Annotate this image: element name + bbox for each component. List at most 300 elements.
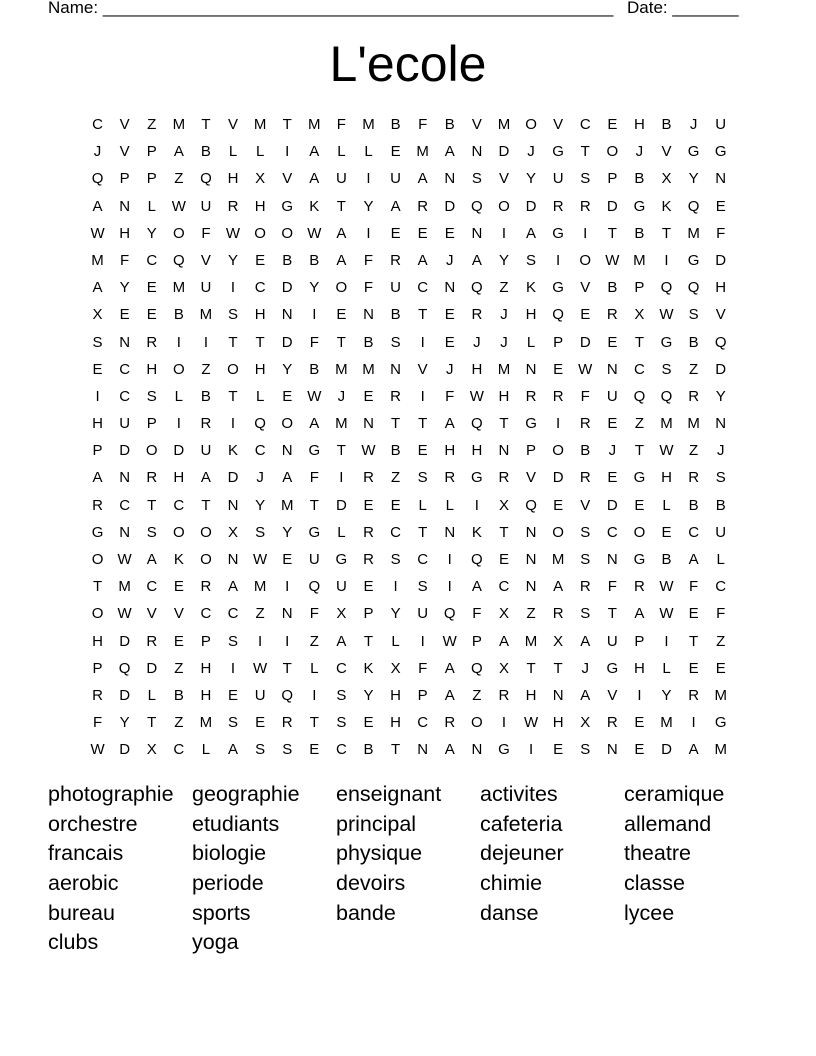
grid-letter[interactable]: O	[200, 523, 212, 541]
grid-letter[interactable]: R	[498, 469, 510, 487]
grid-letter[interactable]: I	[285, 578, 290, 596]
grid-letter[interactable]: W	[171, 197, 186, 215]
grid-letter[interactable]: G	[308, 442, 321, 460]
grid-letter[interactable]: X	[390, 659, 401, 677]
grid-letter[interactable]: G	[606, 659, 619, 677]
grid-letter[interactable]: C	[146, 578, 158, 596]
grid-letter[interactable]: L	[201, 741, 211, 759]
grid-letter[interactable]: L	[716, 551, 725, 568]
grid-letter[interactable]: D	[444, 197, 456, 215]
grid-letter[interactable]: H	[525, 686, 537, 704]
grid-letter[interactable]: Q	[714, 333, 727, 351]
grid-letter[interactable]: H	[471, 442, 483, 460]
grid-letter[interactable]: A	[309, 415, 320, 433]
grid-letter[interactable]: S	[417, 469, 428, 487]
grid-letter[interactable]: I	[230, 659, 236, 677]
grid-letter[interactable]: O	[91, 605, 104, 623]
grid-letter[interactable]: L	[445, 496, 454, 514]
grid-letter[interactable]: R	[200, 415, 212, 433]
grid-letter[interactable]: T	[553, 659, 563, 677]
grid-letter[interactable]: E	[228, 686, 239, 704]
grid-letter[interactable]: B	[282, 251, 293, 269]
grid-letter[interactable]: L	[147, 197, 156, 215]
grid-letter[interactable]: O	[525, 116, 537, 133]
grid-letter[interactable]: A	[688, 551, 699, 568]
grid-letter[interactable]: X	[553, 632, 564, 650]
grid-letter[interactable]: E	[390, 143, 401, 161]
grid-letter[interactable]: D	[715, 251, 727, 269]
grid-letter[interactable]: R	[281, 714, 293, 732]
grid-letter[interactable]: W	[307, 387, 322, 405]
grid-letter[interactable]: Y	[309, 279, 320, 297]
grid-letter[interactable]: T	[390, 415, 401, 433]
grid-letter[interactable]: S	[92, 333, 103, 351]
grid-letter[interactable]: J	[500, 333, 508, 351]
grid-letter[interactable]: S	[580, 170, 591, 188]
grid-letter[interactable]: R	[606, 306, 618, 324]
grid-letter[interactable]: E	[688, 659, 699, 677]
grid-letter[interactable]: H	[525, 306, 537, 324]
grid-letter[interactable]: E	[92, 360, 103, 378]
grid-letter[interactable]: F	[689, 578, 699, 596]
grid-letter[interactable]: E	[553, 360, 564, 378]
grid-letter[interactable]: I	[366, 170, 371, 188]
grid-letter[interactable]: U	[200, 442, 212, 460]
grid-letter[interactable]: G	[552, 224, 564, 242]
grid-letter[interactable]: M	[172, 279, 186, 297]
grid-letter[interactable]: Y	[282, 360, 293, 378]
grid-letter[interactable]: T	[147, 496, 157, 514]
grid-letter[interactable]: S	[580, 605, 591, 623]
grid-letter[interactable]: R	[634, 578, 645, 596]
grid-letter[interactable]: V	[228, 116, 239, 133]
grid-letter[interactable]: E	[309, 741, 320, 759]
grid-letter[interactable]: L	[418, 496, 427, 514]
grid-letter[interactable]: E	[119, 306, 130, 324]
grid-letter[interactable]: O	[579, 251, 592, 269]
grid-letter[interactable]: P	[634, 632, 645, 650]
grid-letter[interactable]: N	[227, 551, 239, 568]
grid-letter[interactable]: I	[203, 333, 208, 351]
grid-letter[interactable]: C	[606, 523, 618, 541]
grid-letter[interactable]: M	[714, 741, 727, 759]
grid-letter[interactable]: P	[363, 605, 374, 623]
grid-letter[interactable]: A	[688, 741, 699, 759]
grid-letter[interactable]: B	[661, 551, 672, 568]
grid-letter[interactable]: S	[255, 523, 266, 541]
grid-letter[interactable]: H	[634, 659, 645, 677]
grid-letter[interactable]: H	[715, 279, 727, 297]
grid-letter[interactable]: V	[661, 143, 672, 161]
grid-letter[interactable]: D	[579, 333, 591, 351]
grid-letter[interactable]: R	[525, 387, 537, 405]
grid-letter[interactable]: W	[659, 578, 674, 596]
grid-letter[interactable]: O	[335, 279, 348, 297]
grid-letter[interactable]: U	[417, 605, 429, 623]
grid-letter[interactable]: A	[580, 686, 591, 704]
grid-letter[interactable]: W	[605, 251, 620, 269]
grid-letter[interactable]: A	[228, 741, 239, 759]
grid-letter[interactable]: C	[200, 605, 212, 623]
grid-letter[interactable]: G	[687, 251, 700, 269]
grid-letter[interactable]: D	[606, 197, 618, 215]
grid-letter[interactable]: C	[119, 360, 131, 378]
grid-letter[interactable]: E	[363, 578, 374, 596]
grid-letter[interactable]: S	[336, 714, 347, 732]
grid-letter[interactable]: Y	[526, 170, 537, 188]
grid-letter[interactable]: N	[363, 415, 374, 433]
grid-letter[interactable]: Q	[471, 659, 483, 677]
grid-letter[interactable]: O	[606, 143, 619, 161]
grid-letter[interactable]: H	[390, 714, 401, 732]
grid-letter[interactable]: T	[607, 224, 617, 242]
grid-letter[interactable]: R	[471, 306, 483, 324]
grid-letter[interactable]: P	[200, 632, 211, 650]
grid-letter[interactable]: F	[92, 714, 103, 732]
grid-letter[interactable]: C	[146, 251, 158, 269]
grid-letter[interactable]: J	[608, 442, 617, 460]
grid-letter[interactable]: I	[664, 632, 669, 650]
grid-letter[interactable]: B	[688, 333, 699, 351]
grid-letter[interactable]: C	[227, 605, 239, 623]
grid-letter[interactable]: R	[498, 686, 510, 704]
grid-letter[interactable]: Q	[471, 551, 483, 568]
grid-letter[interactable]: I	[230, 279, 236, 297]
grid-letter[interactable]: N	[119, 197, 131, 215]
grid-letter[interactable]: N	[363, 306, 374, 324]
grid-letter[interactable]: D	[606, 496, 618, 514]
grid-letter[interactable]: R	[146, 469, 158, 487]
grid-letter[interactable]: S	[282, 741, 293, 759]
grid-letter[interactable]: C	[417, 551, 429, 568]
grid-letter[interactable]: U	[200, 279, 212, 297]
grid-letter[interactable]: I	[176, 415, 181, 433]
grid-letter[interactable]: A	[444, 686, 455, 704]
grid-letter[interactable]: T	[390, 741, 401, 759]
grid-letter[interactable]: L	[310, 659, 319, 677]
grid-letter[interactable]: I	[420, 387, 425, 405]
grid-letter[interactable]: H	[552, 714, 564, 732]
grid-letter[interactable]: Q	[471, 415, 483, 433]
grid-letter[interactable]: O	[227, 360, 239, 378]
grid-letter[interactable]: Y	[255, 496, 266, 514]
grid-letter[interactable]: T	[661, 224, 672, 242]
grid-letter[interactable]: V	[282, 170, 293, 188]
grid-letter[interactable]: I	[691, 714, 696, 732]
grid-letter[interactable]: U	[335, 578, 347, 596]
grid-letter[interactable]: E	[607, 116, 618, 133]
grid-letter[interactable]: Z	[689, 442, 699, 460]
grid-letter[interactable]: S	[580, 523, 591, 541]
grid-letter[interactable]: R	[579, 578, 591, 596]
grid-letter[interactable]: O	[552, 523, 564, 541]
grid-letter[interactable]: A	[336, 632, 347, 650]
grid-letter[interactable]: R	[417, 197, 429, 215]
grid-letter[interactable]: P	[146, 143, 157, 161]
grid-letter[interactable]: W	[253, 551, 268, 568]
grid-letter[interactable]: L	[255, 387, 265, 405]
grid-letter[interactable]: B	[661, 116, 672, 133]
grid-letter[interactable]: A	[498, 632, 509, 650]
grid-letter[interactable]: B	[580, 442, 591, 460]
grid-letter[interactable]: M	[714, 686, 727, 704]
grid-letter[interactable]: D	[119, 442, 131, 460]
grid-letter[interactable]: T	[634, 442, 644, 460]
grid-letter[interactable]: D	[227, 469, 239, 487]
grid-letter[interactable]: U	[390, 279, 401, 297]
grid-letter[interactable]: Z	[201, 360, 211, 378]
grid-letter[interactable]: E	[444, 224, 455, 242]
grid-letter[interactable]: M	[308, 116, 321, 133]
grid-letter[interactable]: I	[637, 686, 642, 704]
grid-letter[interactable]: M	[497, 116, 511, 133]
grid-letter[interactable]: C	[579, 116, 591, 133]
grid-letter[interactable]: L	[526, 333, 536, 351]
grid-letter[interactable]: M	[362, 360, 375, 378]
grid-letter[interactable]: S	[526, 251, 537, 269]
grid-letter[interactable]: S	[688, 306, 699, 324]
grid-letter[interactable]: E	[282, 551, 293, 568]
grid-letter[interactable]: R	[552, 605, 564, 623]
grid-letter[interactable]: Y	[282, 523, 293, 541]
grid-letter[interactable]: S	[146, 523, 157, 541]
grid-letter[interactable]: M	[172, 116, 186, 133]
grid-letter[interactable]: Y	[228, 251, 239, 269]
grid-letter[interactable]: T	[363, 632, 374, 650]
grid-letter[interactable]: M	[660, 415, 673, 433]
grid-letter[interactable]: E	[444, 333, 455, 351]
grid-letter[interactable]: A	[309, 170, 320, 188]
grid-letter[interactable]: V	[553, 116, 564, 133]
grid-letter[interactable]: J	[635, 143, 644, 161]
grid-letter[interactable]: T	[607, 605, 617, 623]
grid-letter[interactable]: I	[664, 251, 669, 269]
grid-letter[interactable]: I	[420, 333, 425, 351]
grid-letter[interactable]: X	[498, 659, 509, 677]
grid-letter[interactable]: C	[417, 279, 429, 297]
grid-letter[interactable]: A	[471, 251, 482, 269]
grid-letter[interactable]: V	[173, 605, 184, 623]
grid-letter[interactable]: O	[633, 523, 646, 541]
grid-letter[interactable]: C	[119, 496, 131, 514]
grid-letter[interactable]: J	[93, 143, 102, 161]
grid-letter[interactable]: A	[336, 251, 347, 269]
grid-letter[interactable]: I	[420, 632, 425, 650]
grid-letter[interactable]: W	[442, 632, 457, 650]
grid-letter[interactable]: Y	[119, 714, 130, 732]
grid-letter[interactable]: V	[580, 496, 591, 514]
grid-letter[interactable]: Y	[390, 605, 401, 623]
grid-letter[interactable]: M	[253, 578, 267, 596]
grid-letter[interactable]: E	[363, 387, 374, 405]
grid-letter[interactable]: T	[201, 496, 211, 514]
grid-letter[interactable]: N	[119, 469, 131, 487]
grid-letter[interactable]: M	[199, 306, 213, 324]
grid-letter[interactable]: N	[525, 360, 537, 378]
grid-letter[interactable]: S	[390, 333, 401, 351]
grid-letter[interactable]: J	[256, 469, 264, 487]
grid-letter[interactable]: R	[688, 387, 700, 405]
grid-letter[interactable]: W	[225, 224, 241, 242]
grid-letter[interactable]: N	[471, 741, 483, 759]
grid-letter[interactable]: B	[200, 143, 211, 161]
grid-letter[interactable]: C	[688, 523, 700, 541]
grid-letter[interactable]: T	[255, 333, 265, 351]
grid-letter[interactable]: I	[447, 551, 452, 568]
grid-letter[interactable]: H	[254, 197, 266, 215]
grid-letter[interactable]: L	[174, 387, 183, 405]
grid-letter[interactable]: N	[715, 415, 727, 433]
grid-letter[interactable]: J	[473, 333, 481, 351]
grid-letter[interactable]: T	[418, 523, 428, 541]
grid-letter[interactable]: I	[501, 224, 507, 242]
grid-letter[interactable]: B	[390, 306, 401, 324]
grid-letter[interactable]: E	[607, 415, 618, 433]
grid-letter[interactable]: A	[417, 170, 428, 188]
grid-letter[interactable]: M	[524, 632, 538, 650]
grid-letter[interactable]: X	[92, 306, 103, 324]
grid-letter[interactable]: L	[255, 143, 265, 161]
grid-letter[interactable]: E	[661, 523, 672, 541]
grid-letter[interactable]: D	[335, 496, 347, 514]
grid-letter[interactable]: Z	[174, 714, 184, 732]
grid-letter[interactable]: U	[200, 197, 212, 215]
grid-letter[interactable]: E	[607, 469, 618, 487]
grid-letter[interactable]: W	[307, 224, 322, 242]
grid-letter[interactable]: Z	[472, 686, 482, 704]
grid-letter[interactable]: Y	[363, 686, 374, 704]
grid-letter[interactable]: N	[525, 578, 537, 596]
grid-letter[interactable]: O	[281, 224, 294, 242]
grid-letter[interactable]: I	[447, 578, 452, 596]
grid-letter[interactable]: P	[526, 442, 537, 460]
grid-letter[interactable]: O	[471, 714, 483, 732]
grid-letter[interactable]: T	[580, 143, 590, 161]
grid-letter[interactable]: V	[498, 170, 509, 188]
grid-letter[interactable]: M	[416, 143, 429, 161]
grid-letter[interactable]: M	[633, 251, 646, 269]
grid-letter[interactable]: U	[308, 551, 320, 568]
grid-letter[interactable]: I	[474, 496, 479, 514]
grid-letter[interactable]: O	[498, 197, 510, 215]
grid-letter[interactable]: A	[173, 143, 184, 161]
grid-letter[interactable]: B	[688, 496, 699, 514]
grid-letter[interactable]: G	[525, 415, 537, 433]
grid-letter[interactable]: H	[146, 360, 158, 378]
grid-letter[interactable]: Q	[172, 251, 185, 269]
grid-letter[interactable]: I	[556, 415, 561, 433]
grid-letter[interactable]: Y	[715, 387, 726, 405]
grid-letter[interactable]: S	[580, 741, 591, 759]
grid-letter[interactable]: A	[200, 469, 211, 487]
grid-letter[interactable]: W	[90, 741, 105, 759]
grid-letter[interactable]: H	[200, 659, 212, 677]
grid-letter[interactable]: Q	[443, 605, 456, 623]
grid-letter[interactable]: V	[119, 116, 130, 133]
grid-letter[interactable]: E	[498, 551, 509, 568]
grid-letter[interactable]: R	[363, 469, 374, 487]
grid-letter[interactable]: Q	[471, 197, 483, 215]
grid-letter[interactable]: D	[173, 442, 185, 460]
grid-letter[interactable]: D	[552, 469, 564, 487]
grid-letter[interactable]: D	[119, 686, 131, 704]
grid-letter[interactable]: L	[228, 143, 238, 161]
grid-letter[interactable]: C	[173, 741, 185, 759]
grid-letter[interactable]: B	[309, 251, 320, 269]
grid-letter[interactable]: N	[606, 360, 618, 378]
grid-letter[interactable]: E	[146, 279, 157, 297]
grid-letter[interactable]: A	[282, 469, 293, 487]
grid-letter[interactable]: W	[659, 306, 674, 324]
grid-letter[interactable]: N	[444, 523, 456, 541]
grid-letter[interactable]: E	[390, 496, 401, 514]
grid-letter[interactable]: U	[254, 686, 266, 704]
grid-letter[interactable]: E	[146, 306, 157, 324]
grid-letter[interactable]: F	[418, 116, 428, 133]
grid-letter[interactable]: F	[120, 251, 130, 269]
grid-letter[interactable]: T	[418, 415, 428, 433]
grid-letter[interactable]: Y	[498, 251, 509, 269]
grid-letter[interactable]: M	[118, 578, 131, 596]
grid-letter[interactable]: O	[552, 442, 564, 460]
grid-letter[interactable]: I	[339, 469, 344, 487]
grid-letter[interactable]: E	[173, 578, 184, 596]
grid-letter[interactable]: P	[634, 279, 645, 297]
grid-letter[interactable]: Y	[119, 279, 130, 297]
grid-letter[interactable]: M	[660, 714, 673, 732]
grid-letter[interactable]: R	[579, 469, 591, 487]
grid-letter[interactable]: A	[444, 741, 455, 759]
grid-letter[interactable]: H	[254, 360, 266, 378]
grid-letter[interactable]: T	[336, 333, 346, 351]
grid-letter[interactable]: W	[117, 551, 132, 568]
grid-letter[interactable]: Q	[118, 659, 131, 677]
grid-letter[interactable]: Z	[716, 632, 726, 650]
grid-letter[interactable]: A	[417, 251, 428, 269]
grid-letter[interactable]: L	[662, 659, 671, 677]
grid-letter[interactable]: C	[254, 442, 266, 460]
grid-letter[interactable]: X	[634, 306, 645, 324]
grid-letter[interactable]: N	[281, 442, 293, 460]
grid-letter[interactable]: S	[390, 551, 401, 568]
grid-letter[interactable]: G	[687, 143, 700, 161]
grid-letter[interactable]: C	[335, 659, 347, 677]
grid-letter[interactable]: G	[633, 197, 646, 215]
grid-letter[interactable]: E	[553, 496, 564, 514]
grid-letter[interactable]: N	[281, 306, 293, 324]
grid-letter[interactable]: Q	[308, 578, 321, 596]
grid-letter[interactable]: A	[444, 415, 455, 433]
grid-letter[interactable]: C	[498, 578, 510, 596]
grid-letter[interactable]: E	[715, 197, 726, 215]
grid-letter[interactable]: Z	[390, 469, 401, 487]
grid-letter[interactable]: O	[254, 224, 266, 242]
grid-letter[interactable]: E	[580, 306, 591, 324]
grid-letter[interactable]: P	[92, 659, 103, 677]
grid-letter[interactable]: A	[471, 578, 482, 596]
grid-letter[interactable]: M	[687, 415, 700, 433]
grid-letter[interactable]: R	[579, 415, 591, 433]
grid-letter[interactable]: A	[336, 224, 347, 242]
grid-letter[interactable]: E	[634, 741, 645, 759]
grid-letter[interactable]: F	[336, 116, 346, 133]
grid-letter[interactable]: R	[606, 714, 618, 732]
grid-letter[interactable]: P	[417, 686, 428, 704]
grid-letter[interactable]: W	[90, 224, 105, 242]
grid-letter[interactable]: U	[390, 170, 401, 188]
grid-letter[interactable]: J	[500, 306, 508, 324]
grid-letter[interactable]: A	[92, 197, 103, 215]
